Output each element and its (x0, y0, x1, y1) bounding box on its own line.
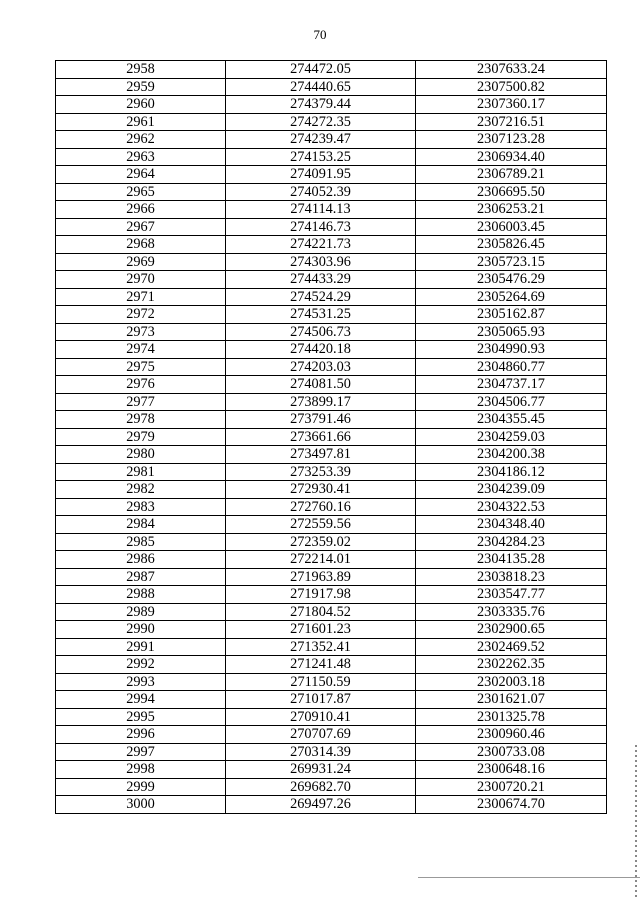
table-row (56, 673, 607, 691)
table-row (56, 568, 607, 586)
x-coordinate-cell: 270707.69 (226, 726, 416, 744)
table-row (56, 236, 607, 254)
x-coordinate-cell: 274203.03 (226, 358, 416, 376)
table-row (56, 498, 607, 516)
x-coordinate-cell: 274531.25 (226, 306, 416, 324)
point-number-cell: 2965 (56, 183, 226, 201)
x-coordinate-cell: 274472.05 (226, 61, 416, 79)
point-number-cell: 2966 (56, 201, 226, 219)
x-coordinate-cell: 273899.17 (226, 393, 416, 411)
coordinates-table-body (56, 61, 607, 814)
table-row (56, 638, 607, 656)
x-coordinate-cell: 271601.23 (226, 621, 416, 639)
x-coordinate-cell: 273497.81 (226, 446, 416, 464)
point-number-cell: 2990 (56, 621, 226, 639)
x-coordinate-cell: 273791.46 (226, 411, 416, 429)
point-number-cell: 2969 (56, 253, 226, 271)
point-number-cell: 2987 (56, 568, 226, 586)
y-coordinate-cell: 2304186.12 (416, 463, 607, 481)
y-coordinate-cell: 2302900.65 (416, 621, 607, 639)
x-coordinate-cell: 274081.50 (226, 376, 416, 394)
x-coordinate-cell: 274146.73 (226, 218, 416, 236)
table-row (56, 708, 607, 726)
point-number-cell: 2992 (56, 656, 226, 674)
x-coordinate-cell: 274440.65 (226, 78, 416, 96)
x-coordinate-cell: 271963.89 (226, 568, 416, 586)
y-coordinate-cell: 2303335.76 (416, 603, 607, 621)
x-coordinate-cell: 270910.41 (226, 708, 416, 726)
y-coordinate-cell: 2304322.53 (416, 498, 607, 516)
point-number-cell: 2964 (56, 166, 226, 184)
x-coordinate-cell: 272559.56 (226, 516, 416, 534)
point-number-cell: 2981 (56, 463, 226, 481)
x-coordinate-cell: 274239.47 (226, 131, 416, 149)
y-coordinate-cell: 2307500.82 (416, 78, 607, 96)
table-row (56, 288, 607, 306)
table-row (56, 323, 607, 341)
table-row (56, 481, 607, 499)
point-number-cell: 2999 (56, 778, 226, 796)
point-number-cell: 2976 (56, 376, 226, 394)
x-coordinate-cell: 274433.29 (226, 271, 416, 289)
x-coordinate-cell: 272359.02 (226, 533, 416, 551)
table-row (56, 271, 607, 289)
point-number-cell: 2968 (56, 236, 226, 254)
coordinates-table (55, 60, 607, 814)
point-number-cell: 2977 (56, 393, 226, 411)
point-number-cell: 2986 (56, 551, 226, 569)
point-number-cell: 2962 (56, 131, 226, 149)
x-coordinate-cell: 274379.44 (226, 96, 416, 114)
table-row (56, 778, 607, 796)
y-coordinate-cell: 2305065.93 (416, 323, 607, 341)
y-coordinate-cell: 2300674.70 (416, 796, 607, 814)
y-coordinate-cell: 2304135.28 (416, 551, 607, 569)
x-coordinate-cell: 274524.29 (226, 288, 416, 306)
table-row (56, 113, 607, 131)
x-coordinate-cell: 274153.25 (226, 148, 416, 166)
x-coordinate-cell: 272930.41 (226, 481, 416, 499)
point-number-cell: 2970 (56, 271, 226, 289)
table-row (56, 446, 607, 464)
y-coordinate-cell: 2301621.07 (416, 691, 607, 709)
x-coordinate-cell: 274420.18 (226, 341, 416, 359)
table-row (56, 201, 607, 219)
point-number-cell: 2984 (56, 516, 226, 534)
y-coordinate-cell: 2307360.17 (416, 96, 607, 114)
table-row (56, 691, 607, 709)
x-coordinate-cell: 274221.73 (226, 236, 416, 254)
table-row (56, 761, 607, 779)
y-coordinate-cell: 2300960.46 (416, 726, 607, 744)
point-number-cell: 2967 (56, 218, 226, 236)
y-coordinate-cell: 2304200.38 (416, 446, 607, 464)
table-row (56, 586, 607, 604)
point-number-cell: 2983 (56, 498, 226, 516)
table-row (56, 148, 607, 166)
y-coordinate-cell: 2304284.23 (416, 533, 607, 551)
x-coordinate-cell: 271150.59 (226, 673, 416, 691)
point-number-cell: 2991 (56, 638, 226, 656)
table-row (56, 516, 607, 534)
x-coordinate-cell: 272760.16 (226, 498, 416, 516)
y-coordinate-cell: 2304348.40 (416, 516, 607, 534)
point-number-cell: 2982 (56, 481, 226, 499)
x-coordinate-cell: 271241.48 (226, 656, 416, 674)
x-coordinate-cell: 269931.24 (226, 761, 416, 779)
x-coordinate-cell: 271352.41 (226, 638, 416, 656)
table-row (56, 796, 607, 814)
table-row (56, 218, 607, 236)
point-number-cell: 2994 (56, 691, 226, 709)
y-coordinate-cell: 2304990.93 (416, 341, 607, 359)
y-coordinate-cell: 2305723.15 (416, 253, 607, 271)
table-row (56, 341, 607, 359)
table-row (56, 358, 607, 376)
x-coordinate-cell: 274052.39 (226, 183, 416, 201)
point-number-cell: 2959 (56, 78, 226, 96)
y-coordinate-cell: 2300733.08 (416, 743, 607, 761)
table-row (56, 393, 607, 411)
point-number-cell: 2985 (56, 533, 226, 551)
table-row (56, 428, 607, 446)
point-number-cell: 2998 (56, 761, 226, 779)
point-number-cell: 2963 (56, 148, 226, 166)
x-coordinate-cell: 274091.95 (226, 166, 416, 184)
point-number-cell: 2960 (56, 96, 226, 114)
point-number-cell: 2995 (56, 708, 226, 726)
x-coordinate-cell: 270314.39 (226, 743, 416, 761)
table-row (56, 603, 607, 621)
y-coordinate-cell: 2306003.45 (416, 218, 607, 236)
x-coordinate-cell: 274114.13 (226, 201, 416, 219)
table-row (56, 376, 607, 394)
table-row (56, 533, 607, 551)
y-coordinate-cell: 2302469.52 (416, 638, 607, 656)
y-coordinate-cell: 2304506.77 (416, 393, 607, 411)
y-coordinate-cell: 2304737.17 (416, 376, 607, 394)
y-coordinate-cell: 2306789.21 (416, 166, 607, 184)
point-number-cell: 2958 (56, 61, 226, 79)
y-coordinate-cell: 2306934.40 (416, 148, 607, 166)
point-number-cell: 2973 (56, 323, 226, 341)
point-number-cell: 3000 (56, 796, 226, 814)
table-row (56, 78, 607, 96)
table-row (56, 183, 607, 201)
y-coordinate-cell: 2304355.45 (416, 411, 607, 429)
x-coordinate-cell: 271017.87 (226, 691, 416, 709)
table-row (56, 253, 607, 271)
y-coordinate-cell: 2306253.21 (416, 201, 607, 219)
y-coordinate-cell: 2303547.77 (416, 586, 607, 604)
point-number-cell: 2975 (56, 358, 226, 376)
scan-bottom-line (418, 877, 640, 878)
y-coordinate-cell: 2304239.09 (416, 481, 607, 499)
x-coordinate-cell: 269497.26 (226, 796, 416, 814)
x-coordinate-cell: 271917.98 (226, 586, 416, 604)
y-coordinate-cell: 2300648.16 (416, 761, 607, 779)
table-row (56, 656, 607, 674)
y-coordinate-cell: 2307216.51 (416, 113, 607, 131)
x-coordinate-cell: 274303.96 (226, 253, 416, 271)
table-row (56, 96, 607, 114)
table-row (56, 726, 607, 744)
point-number-cell: 2974 (56, 341, 226, 359)
point-number-cell: 2988 (56, 586, 226, 604)
y-coordinate-cell: 2302262.35 (416, 656, 607, 674)
x-coordinate-cell: 272214.01 (226, 551, 416, 569)
point-number-cell: 2979 (56, 428, 226, 446)
y-coordinate-cell: 2306695.50 (416, 183, 607, 201)
x-coordinate-cell: 273253.39 (226, 463, 416, 481)
x-coordinate-cell: 271804.52 (226, 603, 416, 621)
y-coordinate-cell: 2305826.45 (416, 236, 607, 254)
y-coordinate-cell: 2305476.29 (416, 271, 607, 289)
y-coordinate-cell: 2305162.87 (416, 306, 607, 324)
y-coordinate-cell: 2303818.23 (416, 568, 607, 586)
page-number: 70 (313, 27, 327, 42)
y-coordinate-cell: 2305264.69 (416, 288, 607, 306)
point-number-cell: 2993 (56, 673, 226, 691)
point-number-cell: 2971 (56, 288, 226, 306)
x-coordinate-cell: 273661.66 (226, 428, 416, 446)
table-row (56, 61, 607, 79)
y-coordinate-cell: 2302003.18 (416, 673, 607, 691)
point-number-cell: 2972 (56, 306, 226, 324)
y-coordinate-cell: 2307633.24 (416, 61, 607, 79)
table-row (56, 621, 607, 639)
table-row (56, 166, 607, 184)
y-coordinate-cell: 2304860.77 (416, 358, 607, 376)
table-row (56, 743, 607, 761)
table-row (56, 411, 607, 429)
x-coordinate-cell: 274506.73 (226, 323, 416, 341)
point-number-cell: 2989 (56, 603, 226, 621)
y-coordinate-cell: 2301325.78 (416, 708, 607, 726)
point-number-cell: 2961 (56, 113, 226, 131)
point-number-cell: 2978 (56, 411, 226, 429)
table-row (56, 551, 607, 569)
point-number-cell: 2996 (56, 726, 226, 744)
table-row (56, 306, 607, 324)
point-number-cell: 2997 (56, 743, 226, 761)
y-coordinate-cell: 2307123.28 (416, 131, 607, 149)
point-number-cell: 2980 (56, 446, 226, 464)
x-coordinate-cell: 269682.70 (226, 778, 416, 796)
x-coordinate-cell: 274272.35 (226, 113, 416, 131)
y-coordinate-cell: 2300720.21 (416, 778, 607, 796)
table-row (56, 131, 607, 149)
y-coordinate-cell: 2304259.03 (416, 428, 607, 446)
table-row (56, 463, 607, 481)
